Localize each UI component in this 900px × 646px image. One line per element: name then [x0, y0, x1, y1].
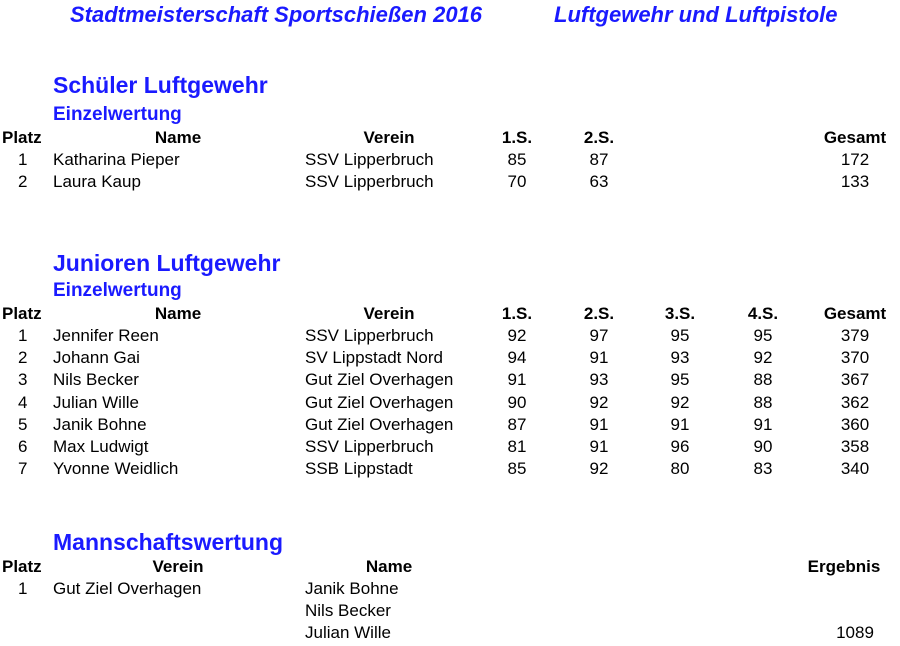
cell-1s: 81 [507, 437, 527, 456]
cell-3s: 92 [670, 392, 690, 412]
cell-2s: 92 [589, 392, 609, 412]
cell-gesamt: 362 [840, 392, 870, 412]
cell-name: Julian Wille [53, 392, 139, 412]
cell-platz: 3 [18, 370, 28, 390]
cell-name: Nils Becker [53, 370, 139, 390]
cell-platz: 7 [18, 459, 28, 479]
cell-verein: Gut Ziel Overhagen [305, 370, 454, 390]
cell-platz: 6 [18, 437, 28, 456]
cell-3s: 93 [670, 348, 690, 368]
cell-3s: 96 [670, 437, 690, 456]
cell-1s: 85 [507, 459, 527, 479]
header-platz: Platz [2, 304, 42, 323]
cell-name: Katharina Pieper [53, 150, 180, 169]
header-2s: 2.S. [583, 128, 615, 147]
header-platz: Platz [2, 557, 42, 576]
team-member: Janik Bohne [305, 579, 399, 598]
cell-platz: 2 [18, 172, 28, 191]
cell-gesamt: 379 [840, 326, 870, 345]
section-heading-junioren: Junioren Luftgewehr [53, 250, 281, 276]
header-name: Name [154, 304, 202, 323]
cell-1s: 85 [507, 150, 527, 169]
cell-platz: 4 [18, 392, 28, 412]
cell-platz: 2 [18, 348, 28, 368]
cell-3s: 80 [670, 459, 690, 479]
cell-2s: 93 [589, 370, 609, 390]
cell-verein: SSV Lipperbruch [305, 437, 434, 456]
cell-2s: 91 [589, 414, 609, 434]
header-ergebnis: Ergebnis [807, 557, 881, 576]
cell-1s: 90 [507, 392, 527, 412]
cell-4s: 90 [753, 437, 773, 456]
cell-verein: SSV Lipperbruch [305, 172, 434, 191]
header-verein: Verein [152, 557, 204, 576]
cell-gesamt: 370 [840, 348, 870, 368]
cell-name: Laura Kaup [53, 172, 141, 191]
section-heading-schueler: Schüler Luftgewehr [53, 72, 268, 98]
page-title-right: Luftgewehr und Luftpistole [554, 2, 838, 27]
cell-3s: 91 [670, 414, 690, 434]
cell-2s: 91 [589, 348, 609, 368]
header-name: Name [365, 557, 413, 576]
cell-4s: 95 [753, 326, 773, 345]
cell-verein: Gut Ziel Overhagen [53, 579, 202, 598]
cell-4s: 91 [753, 414, 773, 434]
cell-gesamt: 172 [840, 150, 870, 169]
cell-verein: SSV Lipperbruch [305, 150, 434, 169]
cell-name: Jennifer Reen [53, 326, 159, 345]
header-verein: Verein [363, 128, 415, 147]
cell-1s: 87 [507, 414, 527, 434]
cell-3s: 95 [670, 326, 690, 345]
cell-4s: 88 [753, 370, 773, 390]
cell-2s: 91 [589, 437, 609, 456]
cell-1s: 94 [507, 348, 527, 368]
cell-gesamt: 133 [840, 172, 870, 191]
cell-gesamt: 340 [840, 459, 870, 479]
cell-verein: Gut Ziel Overhagen [305, 392, 454, 412]
cell-verein: SV Lippstadt Nord [305, 348, 443, 368]
cell-2s: 92 [589, 459, 609, 479]
team-member: Julian Wille [305, 623, 391, 642]
header-platz: Platz [2, 128, 42, 147]
cell-3s: 95 [670, 370, 690, 390]
header-2s: 2.S. [583, 304, 615, 323]
header-1s: 1.S. [501, 304, 533, 323]
cell-platz: 5 [18, 414, 28, 434]
cell-name: Max Ludwigt [53, 437, 149, 456]
cell-1s: 91 [507, 370, 527, 390]
cell-platz: 1 [18, 150, 28, 169]
team-member: Nils Becker [305, 601, 391, 620]
cell-name: Yvonne Weidlich [53, 459, 179, 479]
cell-2s: 63 [589, 172, 609, 191]
header-3s: 3.S. [664, 304, 696, 323]
cell-1s: 70 [507, 172, 527, 191]
cell-verein: Gut Ziel Overhagen [305, 414, 454, 434]
page-title-left: Stadtmeisterschaft Sportschießen 2016 [70, 2, 483, 27]
cell-gesamt: 358 [840, 437, 870, 456]
cell-4s: 92 [753, 348, 773, 368]
cell-gesamt: 360 [840, 414, 870, 434]
cell-ergebnis: 1089 [836, 623, 874, 642]
cell-name: Janik Bohne [53, 414, 147, 434]
cell-verein: SSB Lippstadt [305, 459, 413, 479]
section-heading-mannschaft: Mannschaftswertung [53, 529, 284, 555]
cell-4s: 83 [753, 459, 773, 479]
cell-name: Johann Gai [53, 348, 140, 368]
header-gesamt: Gesamt [823, 128, 887, 147]
header-1s: 1.S. [501, 128, 533, 147]
cell-verein: SSV Lipperbruch [305, 326, 434, 345]
header-4s: 4.S. [747, 304, 779, 323]
header-verein: Verein [363, 304, 415, 323]
cell-gesamt: 367 [840, 370, 870, 390]
header-name: Name [154, 128, 202, 147]
cell-2s: 97 [589, 326, 609, 345]
cell-2s: 87 [589, 150, 609, 169]
cell-1s: 92 [507, 326, 527, 345]
subheading-junioren: Einzelwertung [53, 280, 182, 301]
cell-platz: 1 [18, 326, 28, 345]
subheading-schueler: Einzelwertung [53, 104, 182, 125]
cell-4s: 88 [753, 392, 773, 412]
cell-platz: 1 [18, 579, 28, 598]
header-gesamt: Gesamt [823, 304, 887, 323]
